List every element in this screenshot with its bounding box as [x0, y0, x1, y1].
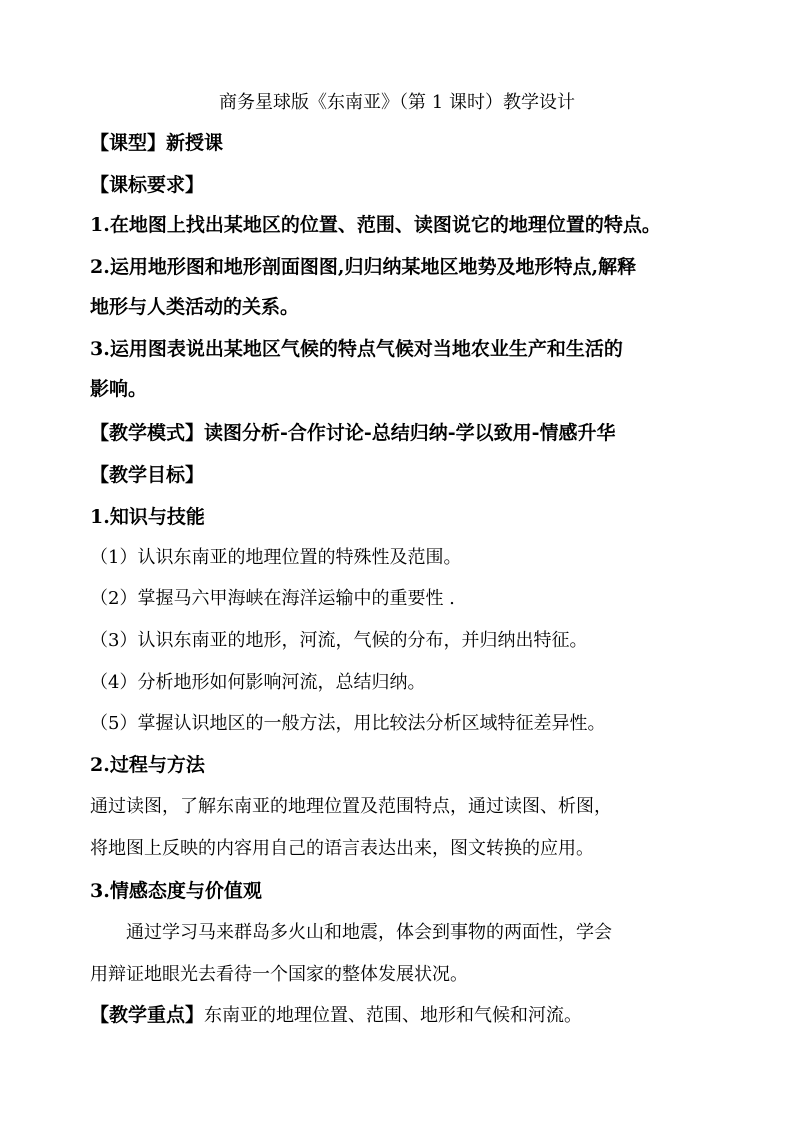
standard-line-2: 2.运用地形图和地形剖面图图,归归纳某地区地势及地形特点,解释 [90, 256, 637, 278]
objectives-heading: 【教学目标】 [90, 464, 205, 486]
process-line-1: 通过读图，了解东南亚的地理位置及范围特点，通过读图、析图， [90, 796, 612, 817]
standards-heading: 【课标要求】 [90, 174, 205, 196]
knowledge-item-1: （1）认识东南亚的地理位置的特殊性及范围。 [90, 547, 462, 568]
standard-line-1: 1.在地图上找出某地区的位置、范围、读图说它的地理位置的特点。 [90, 214, 661, 236]
key-points-label: 【教学重点】 [90, 1004, 205, 1026]
document-title: 商务星球版《东南亚》（第 1 课时）教学设计 [219, 92, 575, 113]
key-points-value: 东南亚的地理位置、范围、地形和气候和河流。 [204, 1005, 583, 1026]
knowledge-heading: 1.知识与技能 [90, 506, 205, 528]
knowledge-item-3: （3）认识东南亚的地形，河流，气候的分布，并归纳出特征。 [90, 630, 588, 651]
lesson-type-label: 【课型】 [90, 132, 167, 154]
lesson-type-line [90, 128, 223, 155]
emotion-line-1: 通过学习马来群岛多火山和地震，体会到事物的两面性，学会 [126, 922, 612, 943]
standard-line-4: 3.运用图表说出某地区气候的特点气候对当地农业生产和生活的 [90, 338, 623, 360]
teaching-mode-value: 读图分析-合作讨论-总结归纳-学以致用-情感升华 [204, 422, 616, 444]
knowledge-item-5: （5）掌握认识地区的一般方法，用比较法分析区域特征差异性。 [90, 713, 606, 734]
teaching-mode-label: 【教学模式】 [90, 422, 205, 444]
knowledge-item-2: （2）掌握马六甲海峡在海洋运输中的重要性 . [90, 588, 455, 609]
emotion-heading: 3.情感态度与价值观 [90, 880, 262, 902]
emotion-line-2: 用辩证地眼光去看待一个国家的整体发展状况。 [90, 964, 468, 985]
standard-line-5: 影响。 [90, 378, 148, 400]
lesson-type-value: 新授课 [166, 132, 224, 154]
process-line-2: 将地图上反映的内容用自己的语言表达出来，图文转换的应用。 [90, 838, 594, 859]
knowledge-item-4: （4）分析地形如何影响河流，总结归纳。 [90, 672, 426, 693]
standard-line-3: 地形与人类活动的关系。 [90, 296, 300, 318]
key-points-line [90, 1000, 582, 1027]
process-heading: 2.过程与方法 [90, 754, 205, 776]
teaching-mode-line [90, 418, 616, 445]
